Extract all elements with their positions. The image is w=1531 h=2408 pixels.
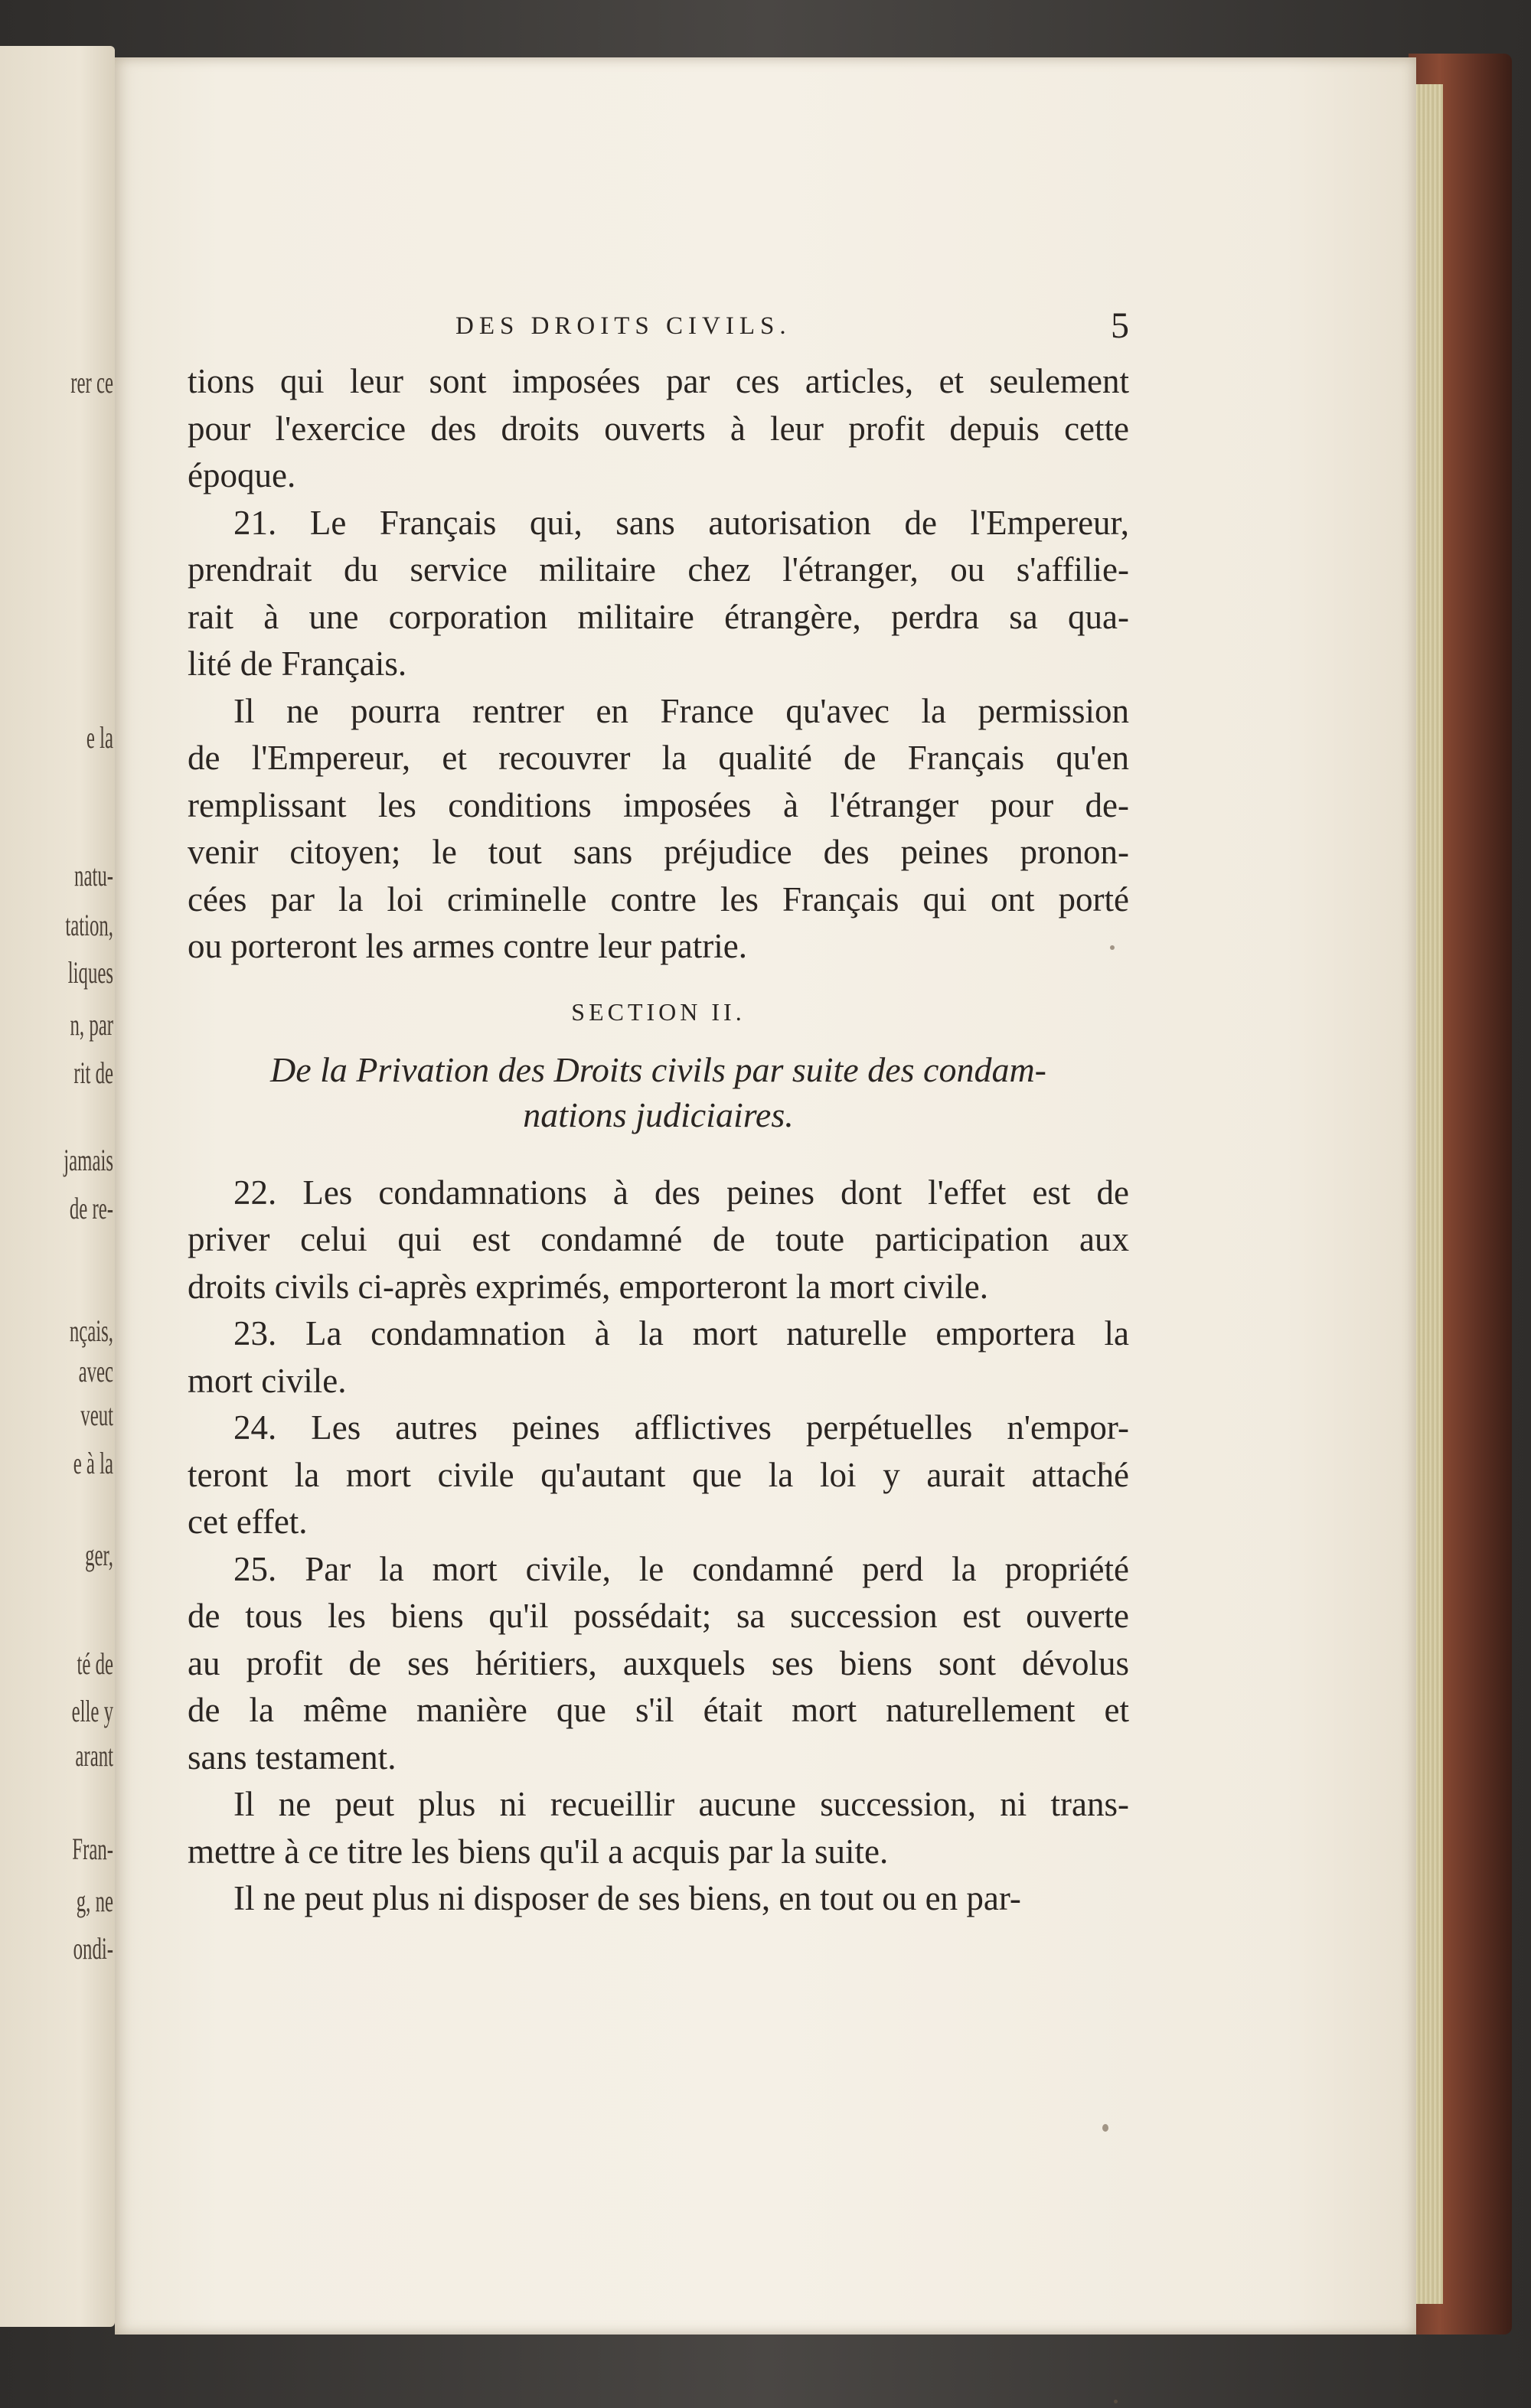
left-page-fragment: nçais, xyxy=(69,1313,113,1348)
body-before-section xyxy=(188,358,1129,971)
text-line: au profit de ses héritiers, auxquels ses biens sont dévolus xyxy=(188,1643,1129,1682)
text-line: 22. Les condamnations à des peines dont l'effet est de xyxy=(233,1173,1129,1212)
body-after-section xyxy=(188,1170,1129,1923)
text-line: rait à une corporation militaire étrangère, perdra sa qua- xyxy=(188,597,1129,636)
text-line: lité de Français. xyxy=(188,644,407,683)
text-line: prendrait du service militaire chez l'étranger, ou s'affilie- xyxy=(188,550,1129,589)
text-line: pour l'exercice des droits ouverts à leur profit depuis cette xyxy=(188,409,1129,448)
text-line: cées par la loi criminelle contre les Français qui ont porté xyxy=(188,879,1129,918)
text-line: Il ne peut plus ni recueillir aucune succession, ni trans- xyxy=(233,1785,1129,1823)
text-line: de la même manière que s'il était mort naturellement et xyxy=(188,1691,1129,1729)
left-page-fragment: arant xyxy=(75,1738,113,1773)
left-page-fragment: g, ne xyxy=(76,1884,113,1918)
text-line: de tous les biens qu'il possédait; sa succession est ouverte xyxy=(188,1597,1129,1635)
left-page-fragment: elle y xyxy=(71,1694,113,1728)
text-line: droits civils ci-après exprimés, emporteront la mort civile. xyxy=(188,1267,988,1306)
text-line: venir citoyen; le tout sans préjudice des peines pronon- xyxy=(188,833,1129,871)
left-page-fragment: té de xyxy=(77,1646,113,1681)
text-line: cet effet. xyxy=(188,1503,308,1541)
left-page-fragment: natu- xyxy=(74,858,113,892)
text-line: priver celui qui est condamné de toute participation aux xyxy=(188,1220,1129,1258)
text-line: remplissant les conditions imposées à l'étranger pour de- xyxy=(188,785,1129,824)
page-number: 5 xyxy=(1111,305,1129,346)
page-text xyxy=(188,305,1129,1923)
left-page-fragment: ger, xyxy=(85,1538,113,1572)
paragraph-art-25-c xyxy=(188,1875,1129,1923)
left-page-fragment: avec xyxy=(78,1354,113,1388)
left-page-fragment: ondi- xyxy=(73,1931,113,1966)
text-line: Il ne peut plus ni disposer de ses biens, en tout ou en par- xyxy=(233,1879,1021,1917)
text-line: mort civile. xyxy=(188,1361,347,1400)
text-line: 24. Les autres peines afflictives perpétuelles n'empor- xyxy=(233,1408,1129,1447)
text-line: sans testament. xyxy=(188,1737,397,1777)
paragraph-art-23 xyxy=(188,1310,1129,1405)
left-page-fragment: rit de xyxy=(73,1056,113,1090)
text-line: de l'Empereur, et recouvrer la qualité de Français qu'en xyxy=(188,739,1129,777)
section-title-line-1: De la Privation des Droits civils par suite des condam- xyxy=(270,1049,1046,1089)
left-page-fragment: jamais xyxy=(64,1143,113,1177)
paragraph-art-25-b xyxy=(188,1781,1129,1875)
left-page-edge xyxy=(0,46,115,2327)
left-page-fragment: rer ce xyxy=(70,365,113,400)
section-number: SECTION II. xyxy=(571,997,746,1026)
left-page-fragment: liques xyxy=(67,955,113,990)
left-page-fragment: e la xyxy=(86,720,113,755)
paragraph-art-22 xyxy=(188,1170,1129,1311)
text-line: époque. xyxy=(188,456,296,494)
text-line: 25. Par la mort civile, le condamné perd la propriété xyxy=(233,1549,1129,1588)
paragraph-art-24 xyxy=(188,1405,1129,1546)
text-line: teront la mort civile qu'autant que la loi y aurait attaché xyxy=(188,1455,1129,1494)
running-title: DES DROITS CIVILS. xyxy=(455,312,792,340)
text-line: Il ne pourra rentrer en France qu'avec la permission xyxy=(233,691,1129,730)
text-line: 23. La condamnation à la mort naturelle emportera la xyxy=(233,1314,1129,1352)
section-title-line-2: nations judiciaires. xyxy=(523,1095,794,1134)
left-page-fragment: Fran- xyxy=(72,1832,113,1866)
left-page-fragment: tation, xyxy=(65,908,113,942)
text-line: mettre à ce titre les biens qu'il a acquis par la suite. xyxy=(188,1832,889,1871)
running-head xyxy=(188,305,1129,358)
left-page-fragment: veut xyxy=(80,1398,113,1432)
paragraph-art-21 xyxy=(188,500,1129,688)
page-block-edge xyxy=(1412,84,1443,2304)
paragraph-art-25 xyxy=(188,1546,1129,1782)
text-line: ou porteront les armes contre leur patrie. xyxy=(188,927,747,965)
paragraph-art-21-b xyxy=(188,688,1129,971)
paragraph-cont xyxy=(188,358,1129,500)
left-page-fragment: e à la xyxy=(73,1446,113,1480)
left-page-fragment: n, par xyxy=(70,1007,113,1042)
left-page-fragment: de re- xyxy=(69,1191,113,1225)
text-line: 21. Le Français qui, sans autorisation de l'Empereur, xyxy=(233,503,1129,542)
text-line: tions qui leur sont imposées par ces articles, et seulement xyxy=(188,362,1129,400)
